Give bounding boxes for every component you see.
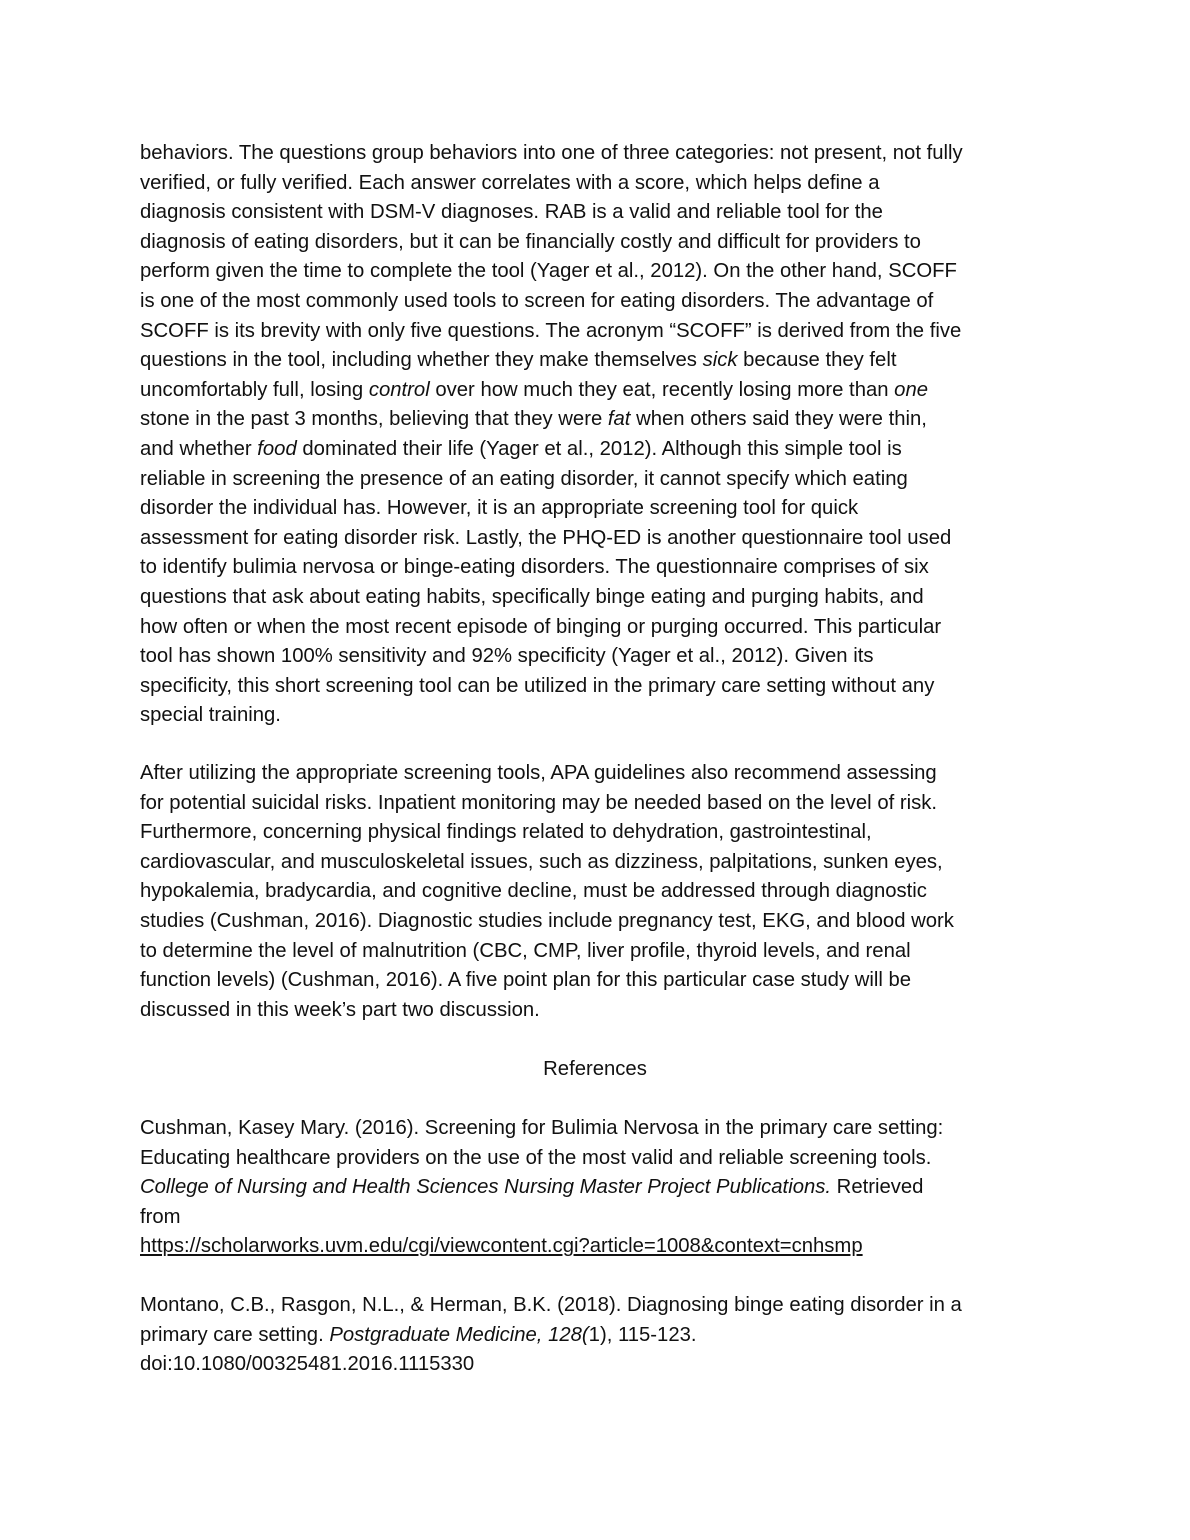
reference-link[interactable]: https://scholarworks.uvm.edu/cgi/viewcontent.cgi?article=1008&context=cnhsmp (140, 1235, 863, 1258)
text-line (140, 376, 1060, 406)
text-line (140, 937, 1060, 967)
text-run: After utilizing the appropriate screening tools, APA guidelines also recommend assessing (140, 762, 937, 784)
text-run: doi:10.1080/00325481.2016.1115330 (140, 1353, 475, 1376)
text-line (140, 228, 1060, 258)
text-line (140, 1173, 1060, 1203)
text-run: Montano, C.B., Rasgon, N.L., & Herman, B.K. (2018). Diagnosing binge eating disorder in a (140, 1294, 962, 1316)
text-line (140, 169, 1060, 199)
italic-text: control (368, 378, 430, 401)
text-run: Educating healthcare providers on the use of the most valid and reliable screening tools. (140, 1146, 932, 1169)
text-run: SCOFF is its brevity with only five questions. The acronym “SCOFF” is derived from the five (140, 319, 962, 342)
text-line (140, 907, 1060, 937)
text-line (140, 346, 1060, 376)
text-run: diagnosis of eating disorders, but it can be financially costly and difficult for providers to (140, 230, 921, 253)
text-run: is one of the most commonly used tools to screen for eating disorders. The advantage of (140, 289, 934, 312)
text-line (140, 1232, 1060, 1262)
text-run: primary care setting. (140, 1323, 330, 1346)
text-run: studies (Cushman, 2016). Diagnostic studies include pregnancy test, EKG, and blood work (140, 909, 954, 932)
italic-text: Postgraduate Medicine, 128( (329, 1323, 589, 1346)
text-run: discussed in this week’s part two discussion. (140, 998, 540, 1021)
text-line (140, 996, 1060, 1026)
text-run: perform given the time to complete the tool (Yager et al., 2012). On the other hand, SCOFF (140, 260, 957, 283)
italic-text: College of Nursing and Health Sciences Nursing Master Project Publications. (140, 1176, 832, 1199)
text-run: tool has shown 100% sensitivity and 92% specificity (Yager et al., 2012). Given its (140, 645, 874, 668)
text-line (140, 701, 1060, 731)
text-run: uncomfortably full, losing (140, 378, 369, 401)
italic-text: fat (607, 408, 631, 431)
text-run: to identify bulimia nervosa or binge-eating disorders. The questionnaire comprises of six (140, 556, 929, 579)
text-line (140, 553, 1060, 583)
text-line (140, 877, 1060, 907)
references-heading: References (543, 1058, 647, 1080)
italic-text: one (894, 378, 929, 401)
text-run: Furthermore, concerning physical findings related to dehydration, gastrointestinal, (140, 821, 872, 844)
body-paragraph-1 (140, 139, 1060, 731)
text-run: questions that ask about eating habits, specifically binge eating and purging habits, and (140, 585, 924, 608)
body-paragraph-2 (140, 759, 1060, 1025)
text-run: function levels) (Cushman, 2016). A five point plan for this particular case study will be (140, 969, 912, 992)
text-line (140, 198, 1060, 228)
text-run: disorder the individual has. However, it is an appropriate screening tool for quick (140, 497, 859, 520)
text-line (140, 759, 1060, 789)
text-line (140, 966, 1060, 996)
text-line (140, 257, 1060, 287)
text-run: verified, or fully verified. Each answer correlates with a score, which helps define a (140, 171, 880, 194)
text-run: assessment for eating disorder risk. Lastly, the PHQ-ED is another questionnaire tool used (140, 526, 952, 549)
text-run: Retrieved (831, 1176, 924, 1199)
italic-text: food (257, 437, 297, 460)
text-line (140, 1321, 1060, 1351)
text-run: how often or when the most recent episode of binging or purging occurred. This particular (140, 615, 942, 638)
text-run: diagnosis consistent with DSM-V diagnoses. RAB is a valid and reliable tool for the (140, 201, 883, 224)
text-run: over how much they eat, recently losing more than (429, 378, 895, 401)
text-run: for potential suicidal risks. Inpatient monitoring may be needed based on the level of risk. (140, 791, 938, 814)
text-run: cardiovascular, and musculoskeletal issues, such as dizziness, palpitations, sunken eyes, (140, 850, 943, 873)
text-line (140, 524, 1060, 554)
text-run: hypokalemia, bradycardia, and cognitive decline, must be addressed through diagnostic (140, 880, 927, 903)
text-line (140, 672, 1060, 702)
text-line (140, 1144, 1060, 1174)
text-run: to determine the level of malnutrition (CBC, CMP, liver profile, thyroid levels, and renal (140, 939, 911, 962)
text-line (140, 818, 1060, 848)
text-run: stone in the past 3 months, believing that they were (140, 408, 608, 431)
text-run: because they felt (737, 349, 897, 372)
text-run: when others said they were thin, (630, 408, 927, 431)
text-line (140, 494, 1060, 524)
text-run: 1), 115-123. (588, 1323, 697, 1346)
text-line (140, 642, 1060, 672)
text-run: from (140, 1205, 181, 1228)
text-line (140, 583, 1060, 613)
text-line (140, 1291, 1060, 1321)
text-line (140, 1203, 1060, 1233)
text-run: dominated their life (Yager et al., 2012). Although this simple tool is (296, 437, 902, 460)
reference-montano-2018 (140, 1291, 1060, 1380)
text-line (140, 317, 1060, 347)
text-run: Cushman, Kasey Mary. (2016). Screening for Bulimia Nervosa in the primary care setting: (140, 1117, 944, 1139)
text-run: specificity, this short screening tool can be utilized in the primary care setting without any (140, 674, 935, 697)
reference-cushman-2016 (140, 1114, 1060, 1262)
text-line (140, 435, 1060, 465)
text-line (140, 1114, 1060, 1144)
text-run: questions in the tool, including whether they make themselves (140, 349, 703, 372)
text-run: reliable in screening the presence of an eating disorder, it cannot specify which eating (140, 467, 908, 490)
text-line (140, 848, 1060, 878)
text-line (140, 613, 1060, 643)
text-line (140, 465, 1060, 495)
text-line (140, 405, 1060, 435)
text-run: and whether (140, 437, 258, 460)
text-run: behaviors. The questions group behaviors into one of three categories: not present, not fully (140, 142, 963, 164)
text-run: special training. (140, 704, 281, 727)
italic-text: sick (702, 349, 738, 372)
text-line (140, 1350, 1060, 1380)
text-line (140, 789, 1060, 819)
text-line (140, 287, 1060, 317)
text-line (140, 139, 1060, 169)
